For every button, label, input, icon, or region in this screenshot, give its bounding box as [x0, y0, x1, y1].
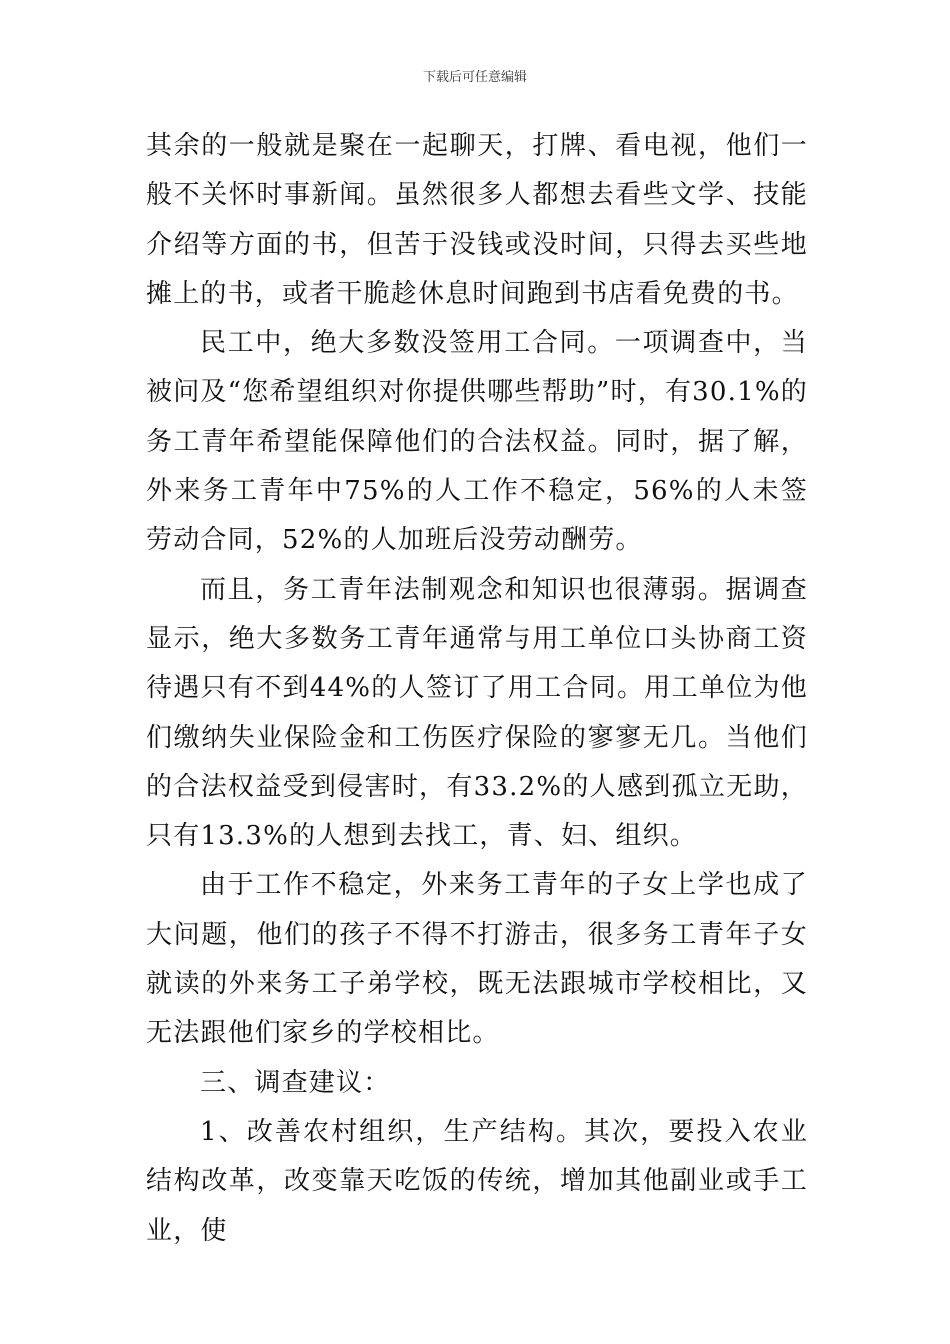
paragraph-suggestion-1: 1、改善农村组织，生产结构。其次，要投入农业结构改革，改变靠天吃饭的传统，增加其他副业或手工业，使 — [146, 1116, 808, 1246]
section-heading-suggestions: 三、调查建议： — [200, 1067, 391, 1098]
paragraph-labor-contracts: 民工中，绝大多数没签用工合同。一项调查中，当被问及“您希望组织对你提供哪些帮助”时，有30.1%的务工青年希望能保障他们的合法权益。同时，据了解，外来务工青年中75%的人工作不稳定，56%的人未签劳动合同，52%的人加班后没劳动酬劳。 — [146, 328, 808, 556]
paragraph-legal-awareness: 而且，务工青年法制观念和知识也很薄弱。据调查显示，绝大多数务工青年通常与用工单位口头协商工资待遇只有不到44%的人签订了用工合同。用工单位为他们缴纳失业保险金和工伤医疗保险的寥寥无几。当他们的合法权益受到侵害时，有33.2%的人感到孤立无助，只有13.3%的人想到去找工，青、妇、组织。 — [146, 574, 808, 852]
paragraph-children-education: 由于工作不稳定，外来务工青年的子女上学也成了大问题，他们的孩子不得不打游击，很多务工青年子女就读的外来务工子弟学校，既无法跟城市学校相比，又无法跟他们家乡的学校相比。 — [146, 870, 808, 1049]
document-body — [146, 122, 808, 1256]
page-header: 下载后可任意编辑 — [422, 70, 527, 85]
paragraph-continuation: 其余的一般就是聚在一起聊天，打牌、看电视，他们一般不关怀时事新闻。虽然很多人都想去看些文学、技能介绍等方面的书，但苦于没钱或没时间，只得去买些地摊上的书，或者干脆趁休息时间跑到书店看免费的书。 — [146, 131, 808, 309]
